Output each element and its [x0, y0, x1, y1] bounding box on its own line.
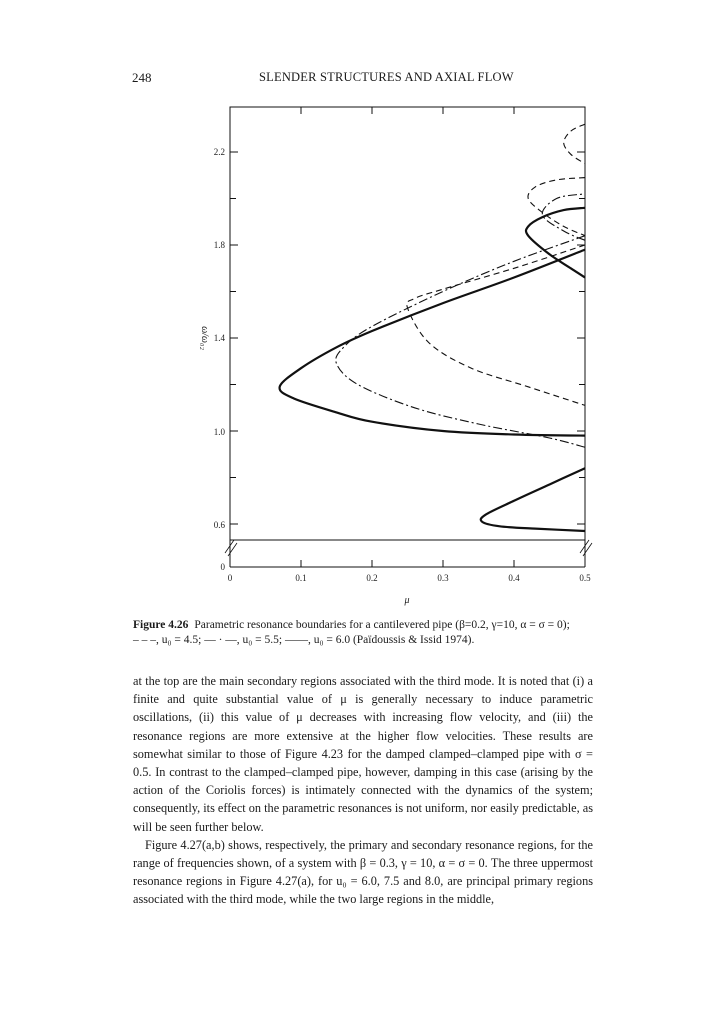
- x-tick-label: 0.4: [508, 573, 520, 583]
- y-tick-label: 0: [220, 562, 225, 572]
- resonance-boundary-dashed-2: [564, 124, 585, 164]
- body-text: [133, 672, 593, 909]
- y-tick-label: 2.2: [213, 147, 225, 157]
- caption-line-2: – – –, u₀ = 4.5; — · —, u₀ = 5.5; ——, u₀ = 6.0 (Païdoussis & Issid 1974).: [133, 634, 475, 646]
- axis-break-right: [580, 540, 592, 556]
- axis-ticks: [230, 107, 585, 567]
- caption-text-1: Parametric resonance boundaries for a cantilevered pipe (β=0.2, γ=10, α = σ = 0);: [194, 619, 570, 631]
- page-number: 248: [132, 70, 152, 85]
- plot-frame: [230, 107, 585, 540]
- resonance-boundary-dashed-0: [407, 245, 585, 405]
- x-tick-label: 0.3: [437, 573, 449, 583]
- caption-line-1: [133, 618, 593, 633]
- y-tick-label: 1.4: [213, 333, 225, 343]
- resonance-boundary-solid-bold-2: [526, 208, 585, 278]
- resonance-curves: [280, 124, 585, 531]
- resonance-boundary-solid-bold-0: [280, 250, 585, 436]
- paragraph-1: at the top are the main secondary regions associated with the third mode. It is noted that (i) a finite and quite substantial value of μ is generally necessary to induce parametric oscillations, (ii) this value of μ decreases with increasing flow velocity, and (iii) the resonance regions are more extensive at the higher flow velocities. These results are somewhat similar to those of Figure 4.23 for the damped clamped–clamped pipe with σ = 0.5. In contrast to the clamped–clamped pipe, however, damping in this case (arising by the action of the Coriolis forces) is intimately connected with the dynamics of the system; consequently, its effect on the parametric resonances is not uniform, nor easily predictable, as will be seen further below.: [133, 674, 593, 834]
- y-tick-label: 0.6: [213, 520, 225, 530]
- y-tick-label: 1.0: [213, 427, 225, 437]
- x-tick-label: 0.1: [295, 573, 307, 583]
- resonance-boundary-solid-bold-1: [481, 468, 585, 531]
- x-tick-label: 0: [227, 573, 233, 583]
- resonance-boundary-dash-dot-0: [336, 236, 585, 448]
- caption-label: Figure 4.26: [133, 619, 189, 631]
- x-axis-title: μ: [404, 595, 410, 606]
- paragraph-2: Figure 4.27(a,b) shows, respectively, the primary and secondary resonance regions, for the range of frequencies shown, of a system with β = 0.3, γ = 10, α = σ = 0. The three uppermost resonance regions in Figure 4.27(a), for u₀ = 6.0, 7.5 and 8.0, are principal primary regions associated with the third mode, while the two large regions in the middle,: [133, 837, 593, 907]
- running-head: SLENDER STRUCTURES AND AXIAL FLOW: [259, 70, 514, 84]
- y-axis-title: ω/ω₀₂: [199, 326, 210, 350]
- y-tick-label: 1.8: [213, 240, 225, 250]
- resonance-boundary-dashed-1: [528, 178, 585, 236]
- x-tick-label: 0.2: [366, 573, 378, 583]
- x-tick-label: 0.5: [579, 573, 591, 583]
- figure-caption: [133, 618, 593, 648]
- axis-break-left: [225, 540, 237, 556]
